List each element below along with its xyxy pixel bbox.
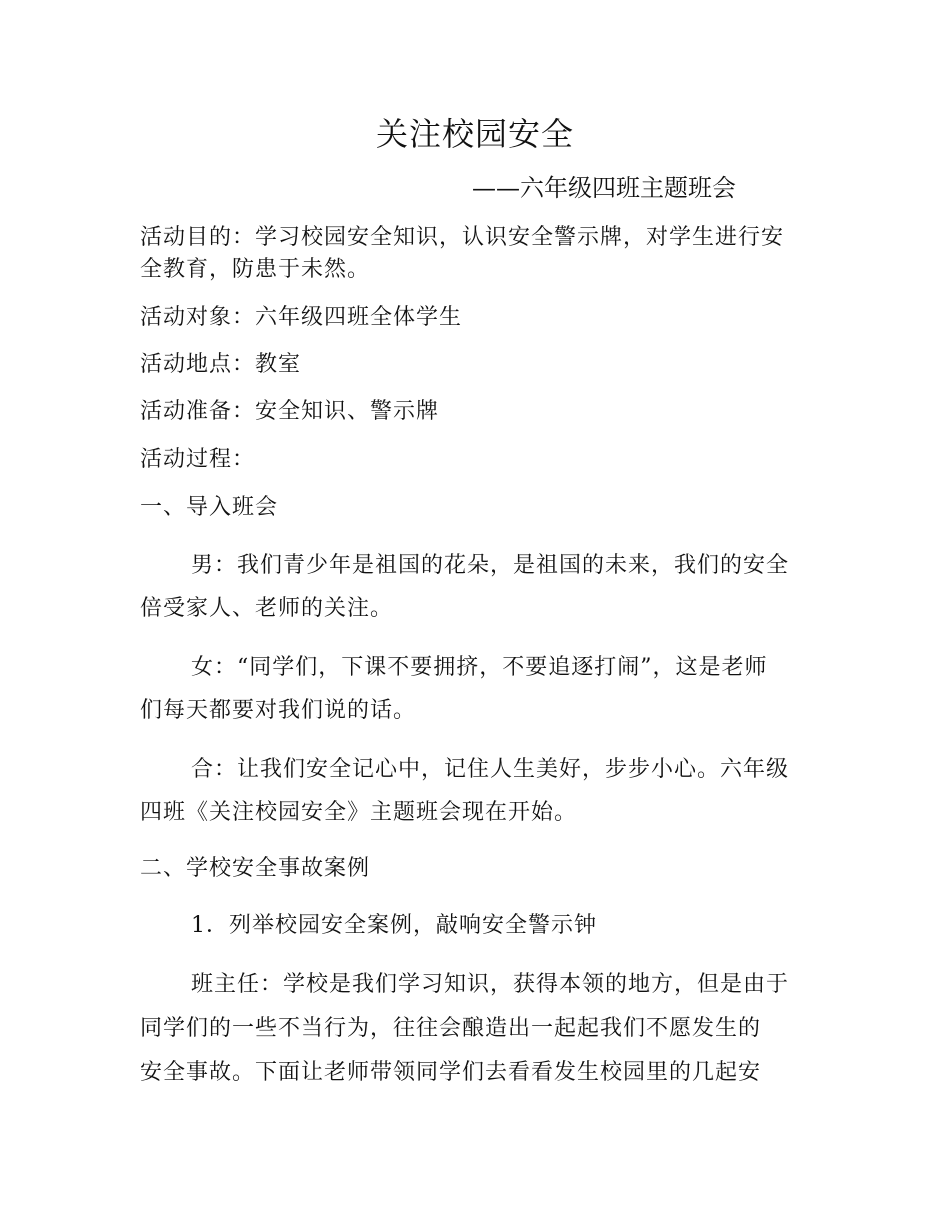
together-line-2: 四班《关注校园安全》主题班会现在开始。 (140, 800, 578, 825)
teacher-line-3: 安全事故。下面让老师带领同学们去看看发生校园里的几起安 (140, 1060, 762, 1085)
section-heading-1: 一、导入班会 (140, 495, 279, 520)
list-item-1: 1．列举校园安全案例，敲响安全警示钟 (191, 913, 597, 938)
girl-line-1: 女：“同学们，下课不要拥挤，不要追逐打闹”，这是老师 (191, 655, 768, 680)
preparation-line: 活动准备：安全知识、警示牌 (140, 399, 440, 424)
boy-line-2: 倍受家人、老师的关注。 (140, 596, 394, 621)
section-heading-2: 二、学校安全事故案例 (140, 856, 371, 881)
document-title: 关注校园安全 (375, 115, 574, 153)
purpose-line-1: 活动目的：学习校园安全知识，认识安全警示牌，对学生进行安 (140, 225, 785, 250)
process-line: 活动过程： (140, 447, 256, 472)
boy-line-1: 男：我们青少年是祖国的花朵，是祖国的未来，我们的安全 (191, 553, 790, 578)
teacher-line-1: 班主任：学校是我们学习知识，获得本领的地方，但是由于 (191, 972, 790, 997)
girl-line-2: 们每天都要对我们说的话。 (140, 698, 417, 723)
together-line-1: 合：让我们安全记心中，记住人生美好，步步小心。六年级 (191, 757, 790, 782)
purpose-line-2: 全教育，防患于未然。 (140, 257, 371, 282)
document-subtitle: ——六年级四班主题班会 (472, 174, 736, 202)
teacher-line-2: 同学们的一些不当行为，往往会酿造出一起起我们不愿发生的 (140, 1016, 762, 1041)
target-line: 活动对象：六年级四班全体学生 (140, 305, 463, 330)
location-line: 活动地点：教室 (140, 352, 302, 377)
